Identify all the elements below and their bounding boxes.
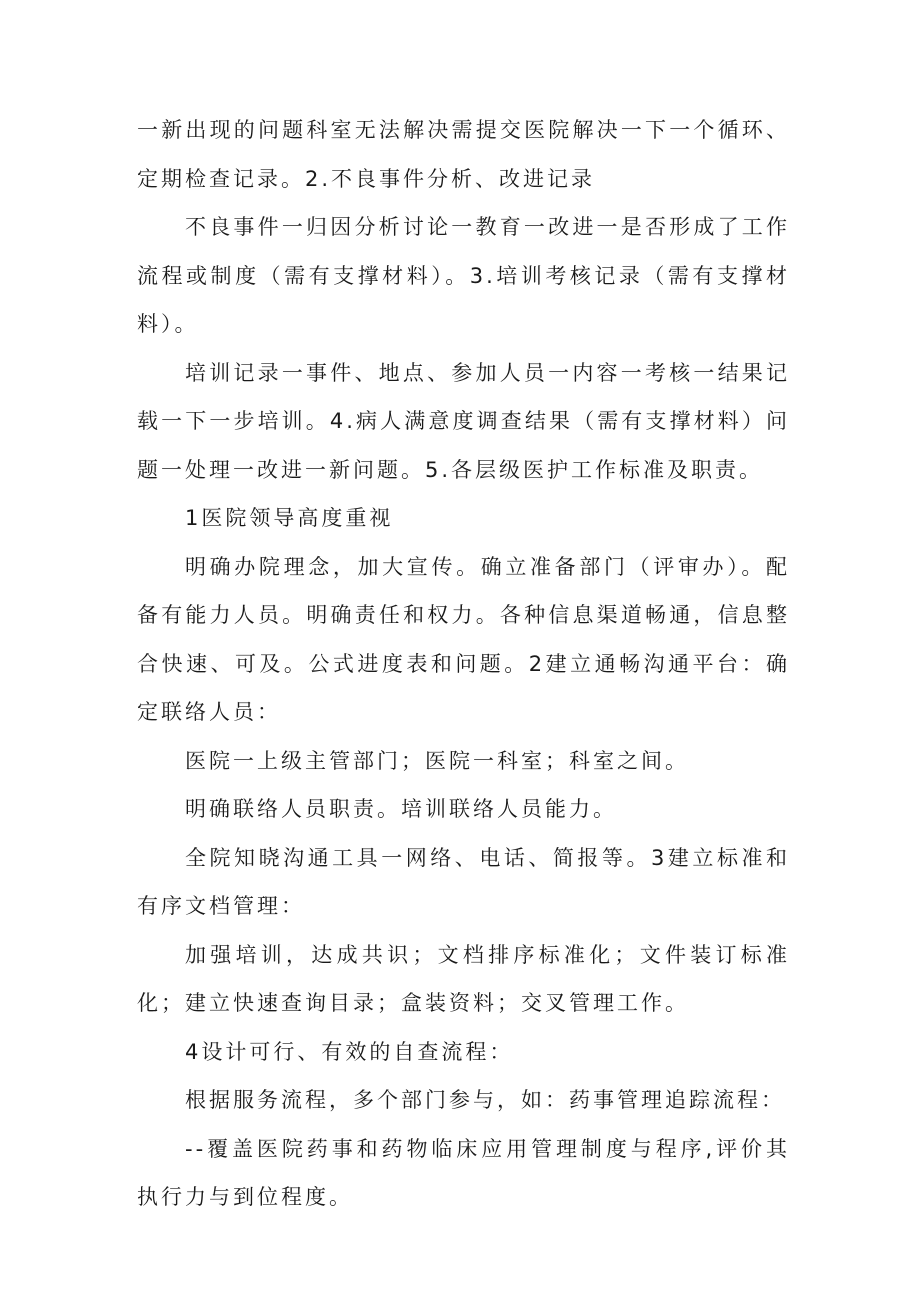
paragraph-1: 一新出现的问题科室无法解决需提交医院解决一下一个循环、定期检查记录。2.不良事件分析、改进记录 <box>137 118 790 191</box>
heading-leadership: 1医院领导高度重视 <box>185 506 394 530</box>
paragraph-11: 根据服务流程，多个部门参与，如：药事管理追踪流程： <box>185 1088 785 1112</box>
paragraph-8: 全院知晓沟通工具一网络、电话、简报等。3建立标准和有序文档管理： <box>137 845 790 918</box>
paragraph-3: 培训记录一事件、地点、参加人员一内容一考核一结果记载一下一步培训。4.病人满意度调查结果（需有支撑材料）问题一处理一改进一新问题。5.各层级医护工作标准及职责。 <box>137 360 790 482</box>
paragraph-12: --覆盖医院药事和药物临床应用管理制度与程序,评价其执行力与到位程度。 <box>137 1136 790 1209</box>
paragraph-7: 明确联络人员职责。培训联络人员能力。 <box>185 797 617 821</box>
paragraph-5: 明确办院理念，加大宣传。确立准备部门（评审办）。配备有能力人员。明确责任和权力。各种信息渠道畅通，信息整合快速、可及。公式进度表和问题。2建立通畅沟通平台：确定联络人员： <box>137 554 790 724</box>
heading-self-check: 4设计可行、有效的自查流程： <box>185 1039 514 1064</box>
paragraph-2: 不良事件一归因分析讨论一教育一改进一是否形成了工作流程或制度（需有支撑材料）。3.培训考核记录（需有支撑材料）。 <box>137 215 790 336</box>
paragraph-6: 医院一上级主管部门；医院一科室；科室之间。 <box>185 748 689 773</box>
paragraph-9: 加强培训，达成共识；文档排序标准化；文件装订标准化；建立快速查询目录；盒装资料；交叉管理工作。 <box>137 942 790 1015</box>
